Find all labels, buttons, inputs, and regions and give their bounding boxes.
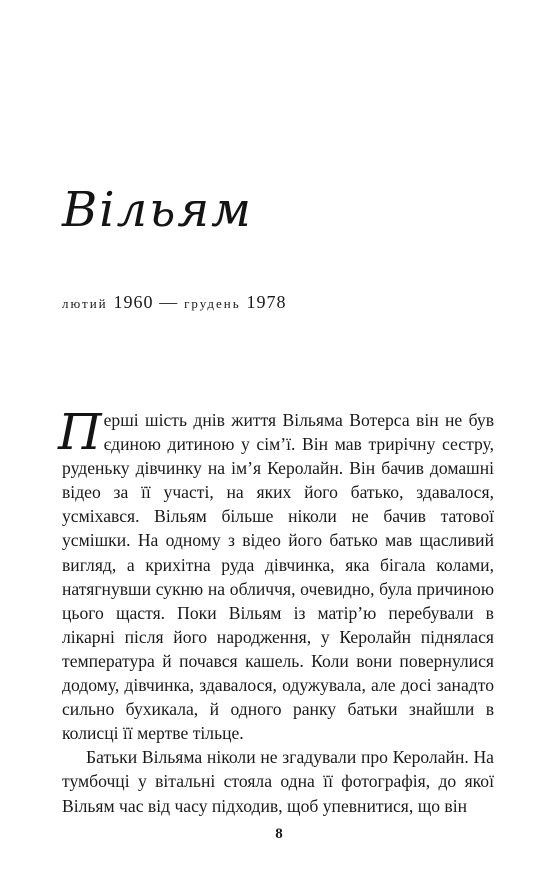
period-dash: — — [159, 292, 179, 312]
period-start-month: лютий — [62, 296, 108, 311]
period-start-year: 1960 — [113, 292, 154, 312]
paragraph-1-text: ерші шість днів життя Вільяма Вотерса він не був єдиною дитиною у сім’ї. Він мав трирічну сестру, руденьку дівчинку на ім’я Керолайн. Він бачив домашні відео за її участі, на яких його батько, здавалося, усміхався. Вільям більше ніколи не бачив татової усмішки. На одному з відео його батько мав щасливий вигляд, а крихітна руда дівчинка, яка бігала колами, натягнувши сукню на обличчя, очевидно, була причиною цього щастя. Поки Вільям із матір’ю перебували в лікарні після його народження, у Керолайн піднялася температура й почався кашель. Коли вони повернулися додому, дівчинка, здавалося, одужувала, але досі занадто сильно бухикала, й одного ранку батьки знайшли в колисці її мертве тільце. — [62, 410, 494, 744]
paragraph-2: Батьки Вільяма ніколи не згадували про Керолайн. На тумбочці у вітальні стояла одна її фотографія, до якої Вільям час від часу підходив, щоб упевнитися, що він — [62, 747, 494, 816]
chapter-period — [62, 292, 287, 313]
chapter-title: Вільям — [62, 182, 253, 238]
body-text — [58, 403, 494, 818]
page-number: 8 — [275, 826, 283, 842]
paragraph-1 — [58, 403, 494, 745]
drop-cap: П — [58, 403, 102, 461]
period-end-month: грудень — [184, 296, 241, 311]
period-end-year: 1978 — [246, 292, 287, 312]
